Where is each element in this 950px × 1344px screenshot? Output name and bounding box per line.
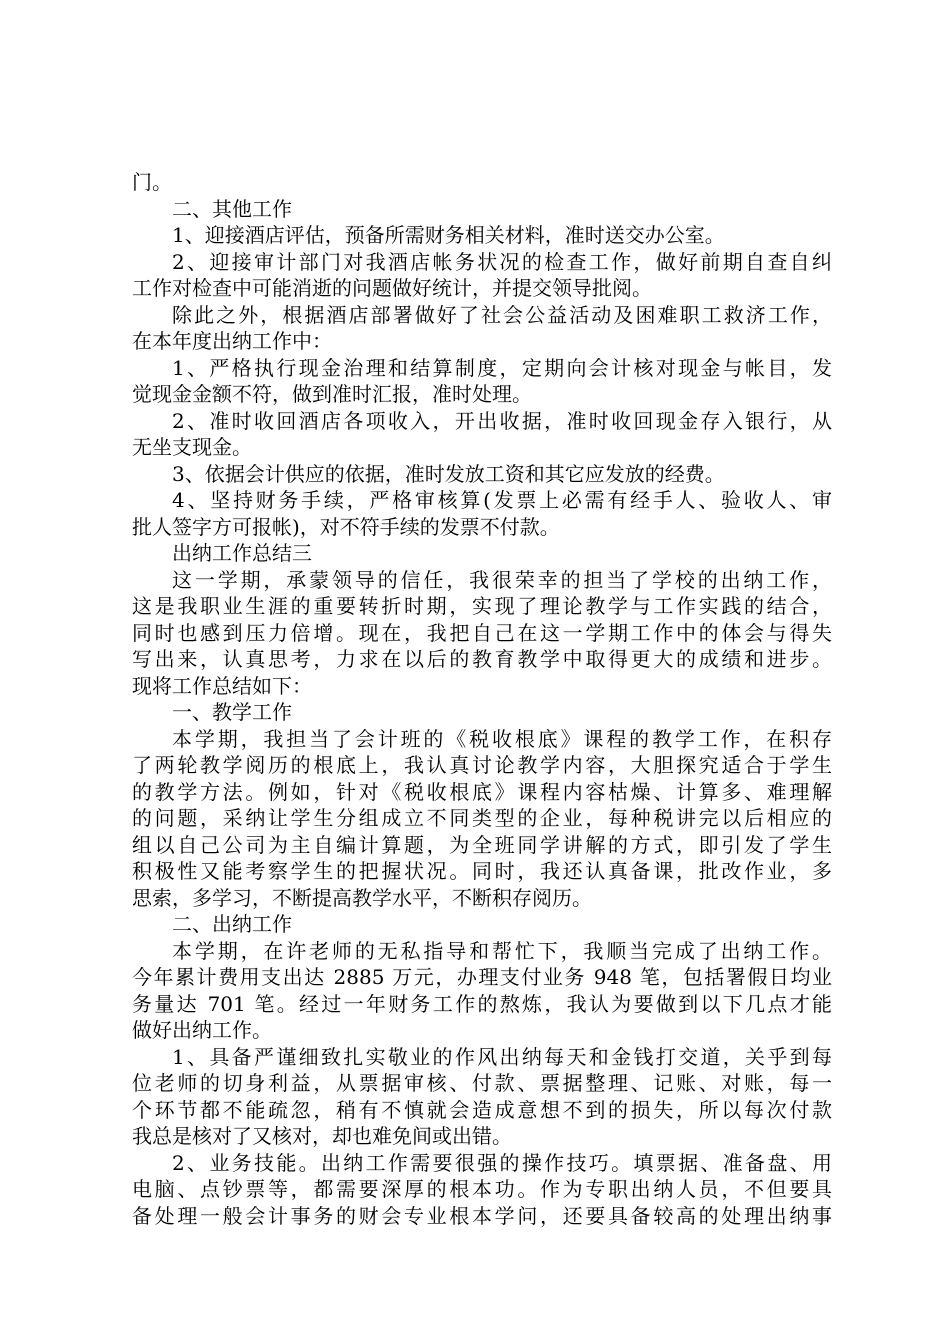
text-line: 这一学期，承蒙领导的信任，我很荣幸的担当了学校的出纳工作，: [172, 567, 832, 592]
text-line: 2、业务技能。出纳工作需要很强的操作技巧。填票据、准备盘、用: [172, 1150, 832, 1175]
text-line: 二、出纳工作: [172, 912, 292, 936]
text-line: 批人签字方可报帐)，对不符手续的发票不付款。: [132, 514, 560, 539]
text-line: 2、准时收回酒店各项收入，开出收据，准时收回现金存入银行，从: [172, 408, 832, 433]
text-line: 现将工作总结如下：: [132, 673, 312, 698]
text-line: 工作对检查中可能消逝的问题做好统计，并提交领导批阅。: [132, 276, 652, 300]
text-line: 无坐支现金。: [132, 435, 252, 459]
text-line: 出纳工作总结三: [172, 541, 312, 565]
text-line: 务量达 701 笔。经过一年财务工作的熬炼，我认为要做到以下几点才能: [132, 991, 832, 1016]
document-body: [132, 169, 832, 1229]
text-line: 1、迎接酒店评估，预备所需财务相关材料，准时送交办公室。: [172, 223, 725, 247]
text-line: 了两轮教学阅历的根底上，我认真讨论教学内容，大胆探究适合于学生: [132, 753, 832, 777]
text-line: 个环节都不能疏忽，稍有不慎就会造成意想不到的损失，所以每次付款: [132, 1097, 832, 1122]
text-line: 在本年度出纳工作中：: [132, 329, 332, 353]
text-line: 电脑、点钞票等，都需要深厚的根本功。作为专职出纳人员，不但要具: [132, 1177, 832, 1201]
text-line: 1、具备严谨细致扎实敬业的作风出纳每天和金钱打交道，关乎到每: [172, 1044, 832, 1069]
text-line: 2、迎接审计部门对我酒店帐务状况的检查工作，做好前期自查自纠: [172, 249, 832, 274]
text-line: 写出来，认真思考，力求在以后的教育教学中取得更大的成绩和进步。: [132, 647, 832, 671]
text-line: 本学期，我担当了会计班的《税收根底》课程的教学工作，在积存: [172, 726, 832, 751]
text-line: 这是我职业生涯的重要转折时期，实现了理论教学与工作实践的结合，: [132, 594, 832, 618]
text-line: 今年累计费用支出达 2885 万元，办理支付业务 948 笔，包括署假日均业: [132, 965, 832, 989]
text-line: 做好出纳工作。: [132, 1018, 272, 1042]
text-line: 备处理一般会计事务的财会专业根本学问，还要具备较高的处理出纳事: [132, 1203, 832, 1228]
text-line: 觉现金金额不符，做到准时汇报，准时处理。: [132, 382, 532, 406]
text-line: 一、教学工作: [172, 700, 292, 724]
text-line: 1、严格执行现金治理和结算制度，定期向会计核对现金与帐目，发: [172, 355, 832, 380]
text-line: 的教学方法。例如，针对《税收根底》课程内容枯燥、计算多、难理解: [132, 779, 832, 804]
text-line: 思索，多学习，不断提高教学水平，不断积存阅历。: [132, 885, 592, 910]
text-line: 本学期，在许老师的无私指导和帮忙下，我顺当完成了出纳工作。: [172, 938, 832, 963]
text-line: 门。: [132, 170, 172, 194]
text-line: 组以自己公司为主自编计算题，为全班同学讲解的方式，即引发了学生: [132, 832, 832, 857]
text-line: 我总是核对了又核对，却也难免间或出错。: [132, 1124, 512, 1148]
text-line: 除此之外，根据酒店部署做好了社会公益活动及困难职工救济工作，: [172, 302, 832, 327]
text-line: 同时也感到压力倍增。现在，我把自己在这一学期工作中的体会与得失: [132, 620, 832, 645]
text-line: 4、坚持财务手续，严格审核算(发票上必需有经手人、验收人、审: [172, 488, 832, 512]
text-line: 二、其他工作: [172, 196, 292, 221]
text-line: 3、依据会计供应的依据，准时发放工资和其它应发放的经费。: [172, 461, 725, 486]
text-line: 的问题，采纳让学生分组成立不同类型的企业，每种税讲完以后相应的: [132, 806, 832, 830]
text-line: 位老师的切身利益，从票据审核、付款、票据整理、记账、对账，每一: [132, 1071, 832, 1095]
text-line: 积极性又能考察学生的把握状况。同时，我还认真备课，批改作业，多: [132, 859, 832, 883]
